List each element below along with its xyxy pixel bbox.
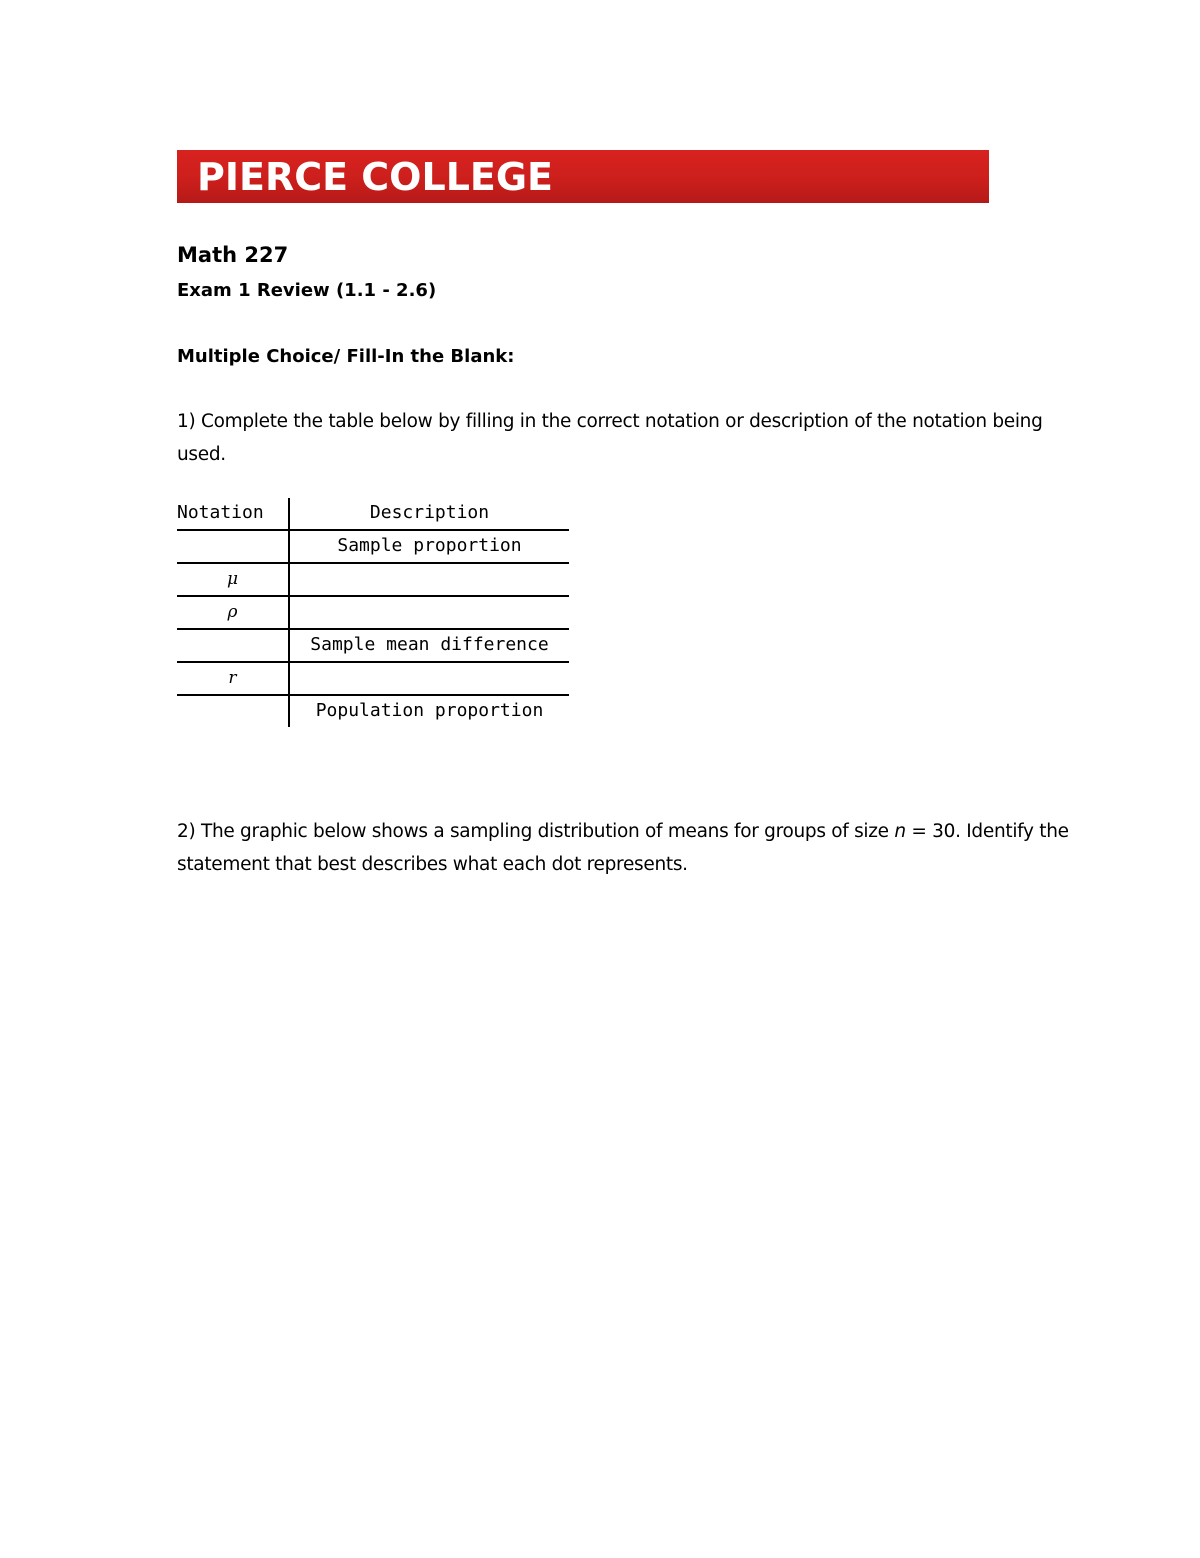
notation-header: Notation — [177, 498, 290, 529]
description-cell — [290, 564, 569, 595]
description-cell: Population proportion — [315, 700, 544, 721]
question-2 — [177, 815, 1077, 881]
college-banner — [177, 150, 989, 203]
notation-cell — [177, 630, 290, 661]
notation-cell — [177, 696, 290, 727]
notation-cell: r — [177, 663, 290, 694]
description-cell — [290, 597, 569, 628]
description-cell: Sample mean difference — [310, 634, 549, 655]
table-row — [177, 564, 569, 597]
course-title: Math 227 — [177, 243, 289, 267]
description-cell: Sample proportion — [337, 535, 522, 556]
section-title: Multiple Choice/ Fill-In the Blank: — [177, 346, 515, 367]
notation-cell: μ — [177, 564, 290, 595]
description-header: Description — [369, 502, 490, 523]
sample-size-variable: n — [894, 821, 906, 842]
description-cell — [290, 663, 569, 694]
notation-cell: ρ — [177, 597, 290, 628]
table-header-row — [177, 498, 569, 531]
table-row — [177, 696, 569, 727]
question-2-text-start: 2) The graphic below shows a sampling distribution of means for groups of size — [177, 821, 895, 842]
question-2-text-end: = 30. Identify the statement that best describes what each dot represents. — [177, 821, 1069, 875]
notation-table — [177, 498, 569, 727]
table-row — [177, 663, 569, 696]
table-row — [177, 531, 569, 564]
table-row — [177, 597, 569, 630]
college-logo: PIERCE COLLEGE — [197, 155, 554, 199]
exam-title: Exam 1 Review (1.1 - 2.6) — [177, 280, 437, 301]
notation-cell — [177, 531, 290, 562]
table-row — [177, 630, 569, 663]
question-1: 1) Complete the table below by filling in the correct notation or description of the notation being used. — [177, 411, 1043, 465]
